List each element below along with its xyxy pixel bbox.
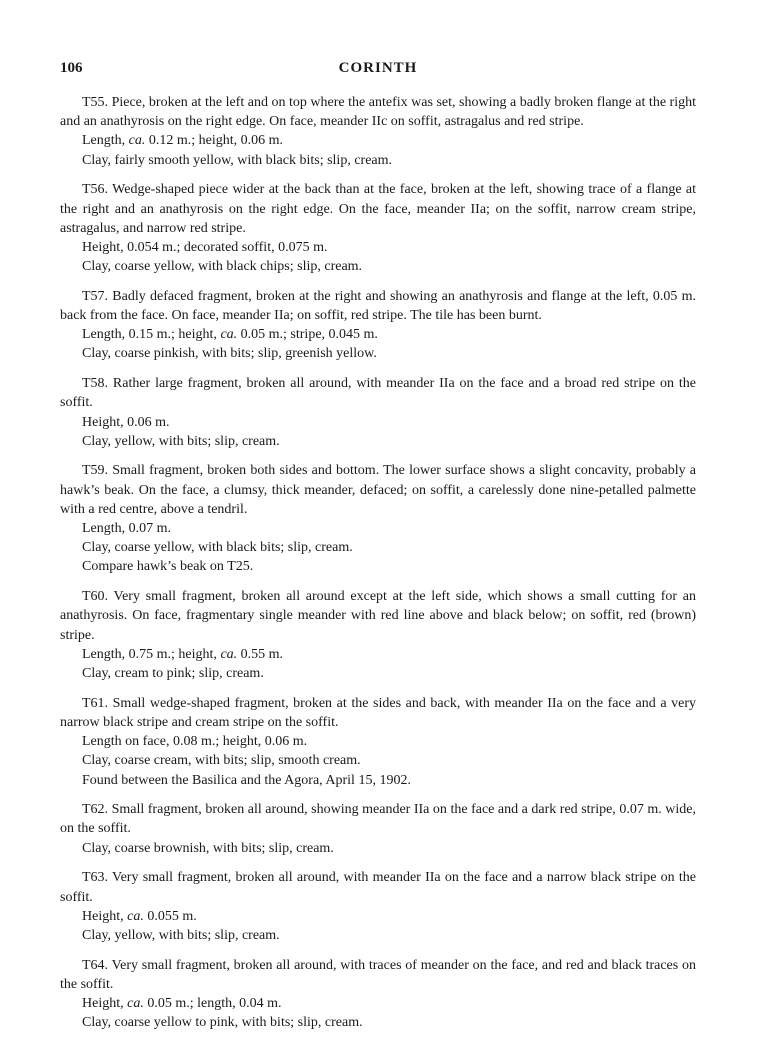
catalogue-entry-t56 — [60, 180, 696, 276]
entry-clay: Clay, yellow, with bits; slip, cream. — [82, 433, 280, 449]
entry-description: T58. Rather large fragment, broken all around, with meander IIa on the face and a broad red stripe on the soffit. — [60, 376, 696, 411]
entry-clay: Clay, coarse cream, with bits; slip, smooth cream. — [82, 753, 361, 769]
entry-clay: Clay, coarse yellow to pink, with bits; slip, cream. — [82, 1015, 363, 1031]
catalogue-entry-t64 — [60, 956, 696, 1033]
page-number: 106 — [60, 60, 83, 76]
entry-note: Compare hawk’s beak on T25. — [82, 559, 254, 575]
entry-dimensions: Length, 0.15 m.; height, ca. 0.05 m.; stripe, 0.045 m. — [82, 327, 378, 343]
entry-clay: Clay, coarse yellow, with black bits; slip, cream. — [82, 540, 353, 556]
entry-description: T55. Piece, broken at the left and on top where the antefix was set, showing a badly broken flange at the right and an anathyrosis on the right edge. On face, meander IIc on soffit, astragalus and red stripe. — [60, 95, 696, 130]
catalogue-body — [60, 93, 696, 1043]
entry-clay: Clay, coarse brownish, with bits; slip, cream. — [82, 840, 334, 856]
catalogue-entry-t55 — [60, 93, 696, 170]
running-title: CORINTH — [338, 60, 418, 76]
entry-dimensions: Length, 0.75 m.; height, ca. 0.55 m. — [82, 646, 284, 662]
catalogue-entry-t58 — [60, 374, 696, 451]
catalogue-entry-t61 — [60, 694, 696, 790]
entry-dimensions: Height, 0.054 m.; decorated soffit, 0.075 m. — [82, 239, 328, 255]
catalogue-entry-t63 — [60, 868, 696, 945]
entry-description: T60. Very small fragment, broken all around except at the left side, which shows a small cutting for an anathyrosis. On face, fragmentary single meander with red line above and black below; on soffit, red (brown) stripe. — [60, 589, 696, 643]
entry-clay: Clay, yellow, with bits; slip, cream. — [82, 927, 280, 943]
entry-dimensions: Length on face, 0.08 m.; height, 0.06 m. — [82, 734, 308, 750]
catalogue-entry-t57 — [60, 287, 696, 364]
entry-dimensions: Length, 0.07 m. — [82, 521, 172, 537]
entry-note: Found between the Basilica and the Agora, April 15, 1902. — [82, 772, 411, 788]
entry-clay: Clay, coarse yellow, with black chips; slip, cream. — [82, 259, 363, 275]
entry-description: T64. Very small fragment, broken all around, with traces of meander on the face, and red and black traces on the soffit. — [60, 957, 696, 992]
entry-clay: Clay, fairly smooth yellow, with black bits; slip, cream. — [82, 152, 393, 168]
entry-dimensions: Height, ca. 0.05 m.; length, 0.04 m. — [82, 996, 282, 1012]
entry-clay: Clay, coarse pinkish, with bits; slip, greenish yellow. — [82, 346, 377, 362]
entry-description: T61. Small wedge-shaped fragment, broken at the sides and back, with meander IIa on the face and a very narrow black stripe and cream stripe on the soffit. — [60, 695, 696, 730]
entry-dimensions: Height, 0.06 m. — [82, 414, 170, 430]
entry-description: T56. Wedge-shaped piece wider at the back than at the face, broken at the left, showing trace of a flange at the right and an anathyrosis on the right edge. On the face, meander IIa; on the soffit, narrow cream stripe, astragalus, and narrow red stripe. — [60, 182, 696, 236]
entry-description: T59. Small fragment, broken both sides and bottom. The lower surface shows a slight concavity, probably a hawk’s beak. On the face, a clumsy, thick meander, defaced; on soffit, a carelessly done nine-petalled palmette with a red centre, above a tendril. — [60, 463, 696, 517]
catalogue-entry-t59 — [60, 461, 696, 576]
entry-description: T57. Badly defaced fragment, broken at the right and showing an anathyrosis and flange at the left, 0.05 m. back from the face. On face, meander IIa; on soffit, red stripe. The tile has been burnt. — [60, 288, 696, 324]
entry-clay: Clay, cream to pink; slip, cream. — [82, 665, 264, 681]
entry-description: T62. Small fragment, broken all around, showing meander IIa on the face and a dark red stripe, 0.07 m. wide, on the soffit. — [60, 802, 696, 837]
entry-description: T63. Very small fragment, broken all around, with meander IIa on the face and a narrow black stripe on the soffit. — [60, 870, 696, 905]
catalogue-entry-t60 — [60, 587, 696, 683]
page-header — [60, 60, 696, 80]
catalogue-entry-t62 — [60, 800, 696, 858]
entry-dimensions: Length, ca. 0.12 m.; height, 0.06 m. — [82, 133, 284, 149]
entry-dimensions: Height, ca. 0.055 m. — [82, 908, 197, 924]
